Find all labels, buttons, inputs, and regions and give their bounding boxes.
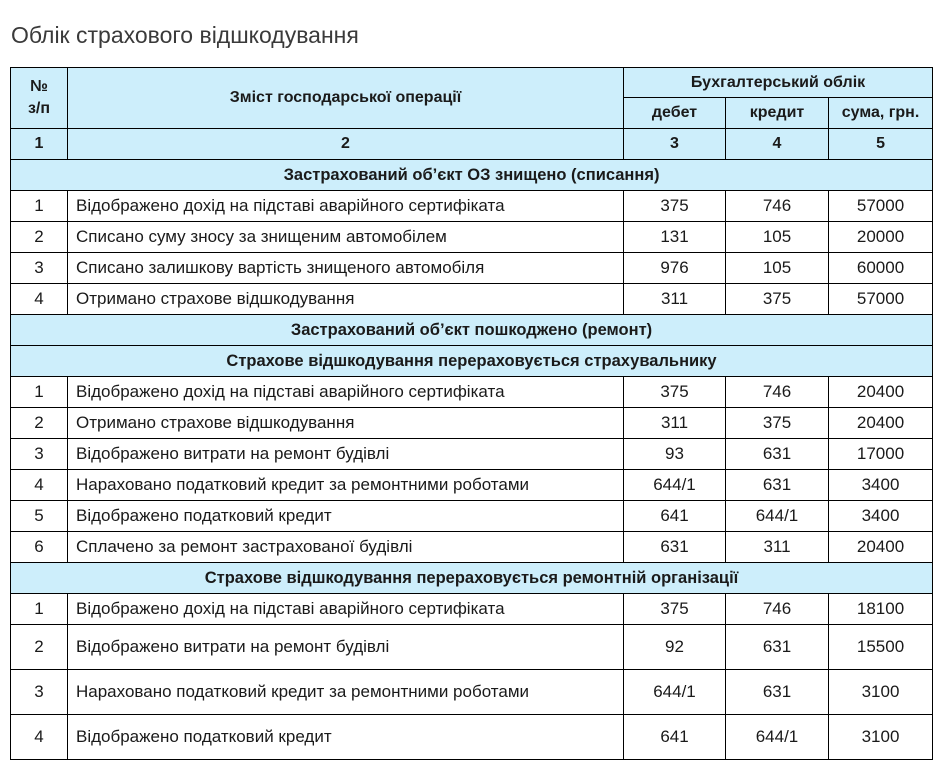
- row-description: Відображено податковий кредит: [68, 501, 624, 532]
- header-credit: кредит: [726, 98, 829, 129]
- section-row: [11, 346, 933, 377]
- table-row: [11, 594, 933, 625]
- column-number: 3: [624, 129, 726, 160]
- row-debit: 641: [624, 715, 726, 760]
- row-credit: 644/1: [726, 715, 829, 760]
- row-debit: 92: [624, 625, 726, 670]
- table-row: [11, 377, 933, 408]
- row-amount: 20000: [829, 222, 933, 253]
- row-description: Нараховано податковий кредит за ремонтними роботами: [68, 670, 624, 715]
- row-amount: 15500: [829, 625, 933, 670]
- table-row: [11, 222, 933, 253]
- row-credit: 375: [726, 284, 829, 315]
- row-number: 1: [11, 594, 68, 625]
- table-row: [11, 191, 933, 222]
- header-num: № з/п: [11, 68, 68, 129]
- section-row: [11, 563, 933, 594]
- row-description: Отримано страхове відшкодування: [68, 284, 624, 315]
- row-amount: 20400: [829, 377, 933, 408]
- row-number: 4: [11, 284, 68, 315]
- table-row: [11, 284, 933, 315]
- section-row: [11, 315, 933, 346]
- row-debit: 375: [624, 594, 726, 625]
- table-row: [11, 253, 933, 284]
- row-number: 2: [11, 625, 68, 670]
- row-description: Списано суму зносу за знищеним автомобілем: [68, 222, 624, 253]
- row-description: Нараховано податковий кредит за ремонтними роботами: [68, 470, 624, 501]
- table-row: [11, 625, 933, 670]
- row-credit: 375: [726, 408, 829, 439]
- row-number: 6: [11, 532, 68, 563]
- column-numbers-row: [11, 129, 933, 160]
- page-title: Облік страхового відшкодування: [11, 22, 359, 48]
- row-amount: 18100: [829, 594, 933, 625]
- row-debit: 644/1: [624, 470, 726, 501]
- row-amount: 3100: [829, 670, 933, 715]
- insurance-accounting-table: [10, 67, 933, 760]
- row-debit: 93: [624, 439, 726, 470]
- row-number: 2: [11, 408, 68, 439]
- row-number: 1: [11, 377, 68, 408]
- section-title: Страхове відшкодування перераховується страхувальнику: [11, 346, 933, 377]
- row-number: 4: [11, 715, 68, 760]
- row-description: Відображено дохід на підставі аварійного сертифіката: [68, 377, 624, 408]
- row-description: Списано залишкову вартість знищеного автомобіля: [68, 253, 624, 284]
- row-credit: 631: [726, 439, 829, 470]
- row-credit: 311: [726, 532, 829, 563]
- section-title: Застрахований об’єкт ОЗ знищено (списання): [11, 160, 933, 191]
- row-credit: 105: [726, 253, 829, 284]
- column-number: 2: [68, 129, 624, 160]
- row-description: Відображено дохід на підставі аварійного сертифіката: [68, 594, 624, 625]
- row-credit: 746: [726, 191, 829, 222]
- row-debit: 976: [624, 253, 726, 284]
- row-number: 1: [11, 191, 68, 222]
- row-description: Сплачено за ремонт застрахованої будівлі: [68, 532, 624, 563]
- row-amount: 3400: [829, 470, 933, 501]
- row-description: Відображено витрати на ремонт будівлі: [68, 439, 624, 470]
- row-debit: 131: [624, 222, 726, 253]
- row-credit: 105: [726, 222, 829, 253]
- row-number: 5: [11, 501, 68, 532]
- row-debit: 631: [624, 532, 726, 563]
- table-row: [11, 408, 933, 439]
- table-row: [11, 670, 933, 715]
- table-row: [11, 532, 933, 563]
- header-accounting: Бухгалтерський облік: [624, 68, 933, 98]
- table-row: [11, 501, 933, 532]
- row-debit: 375: [624, 377, 726, 408]
- row-description: Отримано страхове відшкодування: [68, 408, 624, 439]
- row-credit: 644/1: [726, 501, 829, 532]
- row-amount: 20400: [829, 532, 933, 563]
- row-amount: 3100: [829, 715, 933, 760]
- table-row: [11, 470, 933, 501]
- column-number: 1: [11, 129, 68, 160]
- row-description: Відображено податковий кредит: [68, 715, 624, 760]
- row-credit: 631: [726, 625, 829, 670]
- header-debit: дебет: [624, 98, 726, 129]
- table-header: [11, 68, 933, 160]
- row-amount: 3400: [829, 501, 933, 532]
- row-debit: 311: [624, 408, 726, 439]
- table-row: [11, 715, 933, 760]
- section-row: [11, 160, 933, 191]
- table-row: [11, 439, 933, 470]
- row-number: 3: [11, 670, 68, 715]
- row-amount: 57000: [829, 284, 933, 315]
- header-content: Зміст господарської операції: [68, 68, 624, 129]
- row-credit: 631: [726, 470, 829, 501]
- row-amount: 20400: [829, 408, 933, 439]
- row-debit: 375: [624, 191, 726, 222]
- header-amount: сума, грн.: [829, 98, 933, 129]
- row-amount: 60000: [829, 253, 933, 284]
- section-title: Застрахований об’єкт пошкоджено (ремонт): [11, 315, 933, 346]
- column-number: 5: [829, 129, 933, 160]
- row-amount: 17000: [829, 439, 933, 470]
- row-credit: 746: [726, 377, 829, 408]
- row-credit: 746: [726, 594, 829, 625]
- row-amount: 57000: [829, 191, 933, 222]
- row-number: 3: [11, 439, 68, 470]
- row-number: 4: [11, 470, 68, 501]
- row-description: Відображено витрати на ремонт будівлі: [68, 625, 624, 670]
- column-number: 4: [726, 129, 829, 160]
- row-debit: 644/1: [624, 670, 726, 715]
- row-debit: 641: [624, 501, 726, 532]
- row-number: 2: [11, 222, 68, 253]
- row-credit: 631: [726, 670, 829, 715]
- row-number: 3: [11, 253, 68, 284]
- row-debit: 311: [624, 284, 726, 315]
- row-description: Відображено дохід на підставі аварійного сертифіката: [68, 191, 624, 222]
- section-title: Страхове відшкодування перераховується ремонтній організації: [11, 563, 933, 594]
